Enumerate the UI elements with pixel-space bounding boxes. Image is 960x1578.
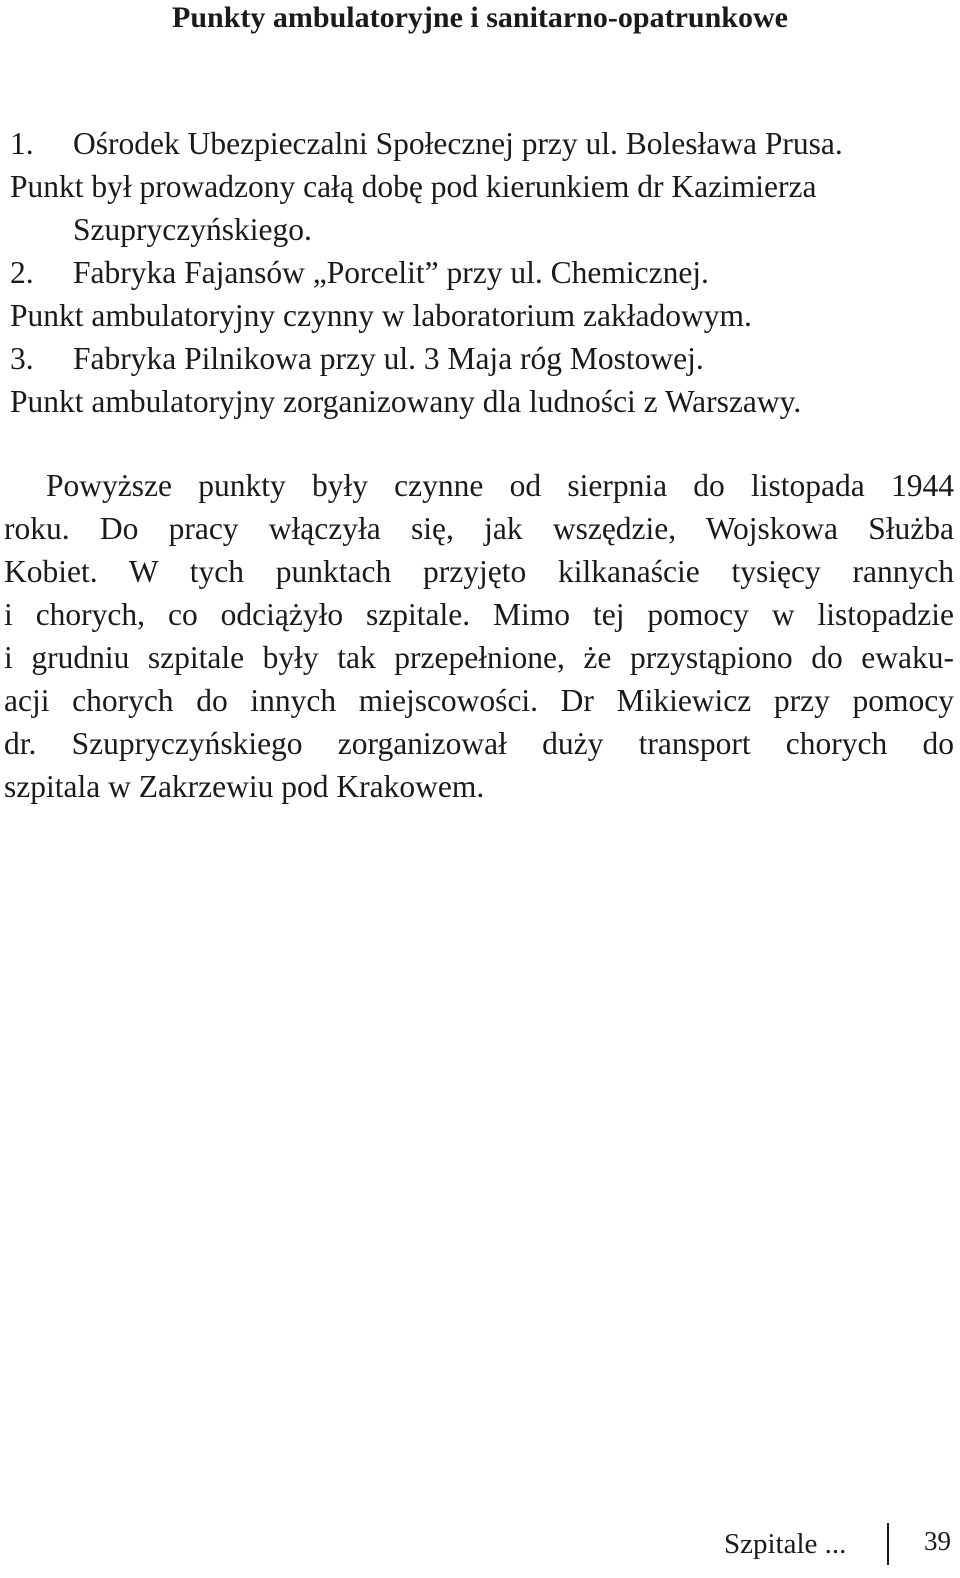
- facility-list: [10, 122, 956, 423]
- paragraph-line-6: acji chorych do innych miejscowości. Dr Mikiewicz przy pomocy: [4, 683, 954, 718]
- footer-divider: [887, 1523, 889, 1565]
- paragraph-line-5: i grudniu szpitale były tak przepełnione, że przystąpiono do ewaku-: [4, 640, 954, 675]
- paragraph-line-4: i chorych, co odciążyło szpitale. Mimo tej pomocy w listopadzie: [4, 597, 954, 632]
- list-item-2-line-1: [10, 251, 956, 294]
- paragraph-line-2: roku. Do pracy włączyła się, jak wszędzie, Wojskowa Służba: [4, 511, 954, 546]
- running-title: Szpitale ...: [724, 1528, 847, 1560]
- list-item-1-line-2: Punkt był prowadzony całą dobę pod kierunkiem dr Kazimierza: [10, 169, 817, 204]
- list-item-3-line-2: Punkt ambulatoryjny zorganizowany dla ludności z Warszawy.: [10, 384, 802, 419]
- list-item-2-text-1: Fabryka Fajansów „Porcelit” przy ul. Chemicznej.: [73, 255, 709, 290]
- paragraph-line-7: dr. Szupryczyńskiego zorganizował duży transport chorych do: [4, 726, 954, 761]
- list-item-2-number: 2.: [10, 255, 34, 290]
- page-number: 39: [924, 1526, 951, 1556]
- list-item-1-text-1: Ośrodek Ubezpieczalni Społecznej przy ul. Bolesława Prusa.: [73, 126, 843, 161]
- list-item-2-line-2: Punkt ambulatoryjny czynny w laboratorium zakładowym.: [10, 298, 752, 333]
- list-item-1-line-1: [10, 122, 956, 165]
- list-item-1-number: 1.: [10, 126, 34, 161]
- paragraph-line-3: Kobiet. W tych punktach przyjęto kilkanaście tysięcy rannych: [4, 554, 954, 589]
- list-item-3-text-1: Fabryka Pilnikowa przy ul. 3 Maja róg Mostowej.: [73, 341, 704, 376]
- list-item-1-line-3: Szupryczyńskiego.: [73, 212, 312, 247]
- list-item-3-number: 3.: [10, 341, 34, 376]
- paragraph-line-1: Powyższe punkty były czynne od sierpnia do listopada 1944: [46, 468, 954, 503]
- body-paragraph: [4, 464, 954, 808]
- list-item-3-line-1: [10, 337, 956, 380]
- section-heading: Punkty ambulatoryjne i sanitarno-opatrunkowe: [172, 1, 788, 34]
- paragraph-line-8: szpitala w Zakrzewiu pod Krakowem.: [4, 769, 485, 804]
